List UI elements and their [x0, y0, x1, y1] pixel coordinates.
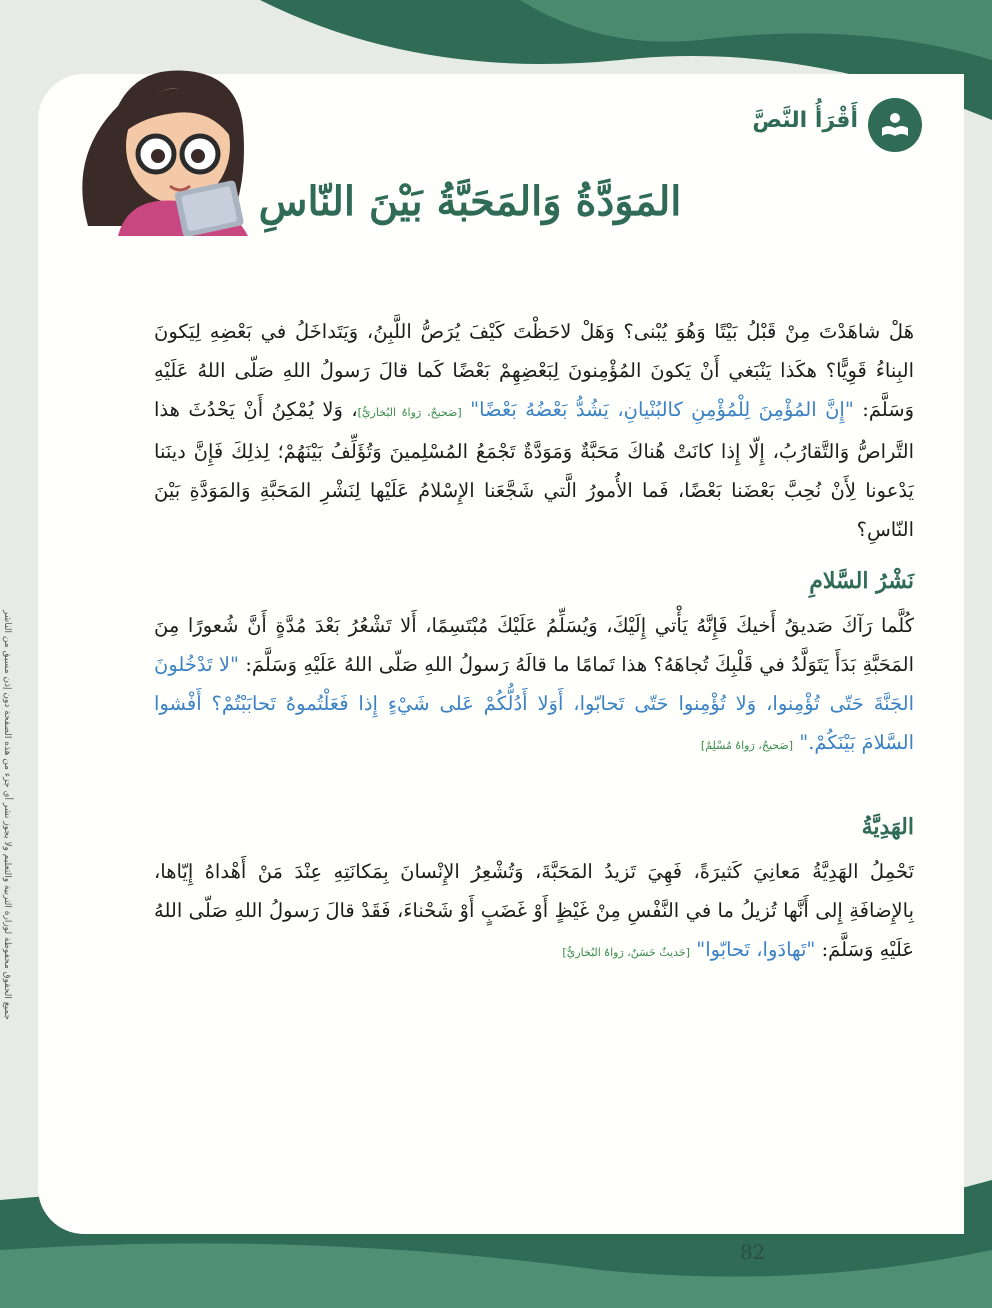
gift-hadith-citation: [حَديثٌ حَسَنٌ، رَواهُ البُخاريُّ] [562, 946, 691, 959]
intro-text-1: هَلْ شاهَدْتَ مِنْ قَبْلُ بَيْتًا وَهُوَ يُبْنى؟ وَهَلْ لاحَظْتَ كَيْفَ يُرَصُّ اللَّبِنُ، وَيَتَداخَلُ في بَعْضِهِ لِيَكونَ البِناءُ قَوِيًّا؟ هكَذا يَنْبَغي أَنْ يَكونَ المُؤْمِنونَ لِبَعْضِهِمْ بَعْضًا كَما قالَ رَسولُ اللهِ صَلّى اللهُ عَلَيْهِ وَسَلَّمَ: [154, 320, 915, 421]
gift-paragraph [154, 852, 914, 972]
intro-text-2: ، وَلا يُمْكِنُ أَنْ يَحْدُثَ هذا التَّراصُّ وَالتَّقارُبُ، إِلّا إِذا كانَتْ هُناكَ مَحَبَّةٌ وَمَوَدَّةٌ تَجْمَعُ المُسْلِمينَ وَتُؤَلِّفُ بَيْنَهُمْ؛ لِذلِكَ فَإِنَّ دينَنا يَدْعونا لِأَنْ نُحِبَّ بَعْضَنا بَعْضًا، فَما الأُمورُ الَّتي شَجَّعَنا الإِسْلامُ عَلَيْها لِنَشْرِ المَحَبَّةِ وَالمَوَدَّةِ بَيْنَ النّاسِ؟ [154, 398, 914, 541]
reading-book-icon [878, 108, 912, 142]
intro-paragraph [154, 312, 914, 549]
gift-text: تَحْمِلُ الهَدِيَّةُ مَعانِيَ كَثيرَةً، فَهِيَ تَزيدُ المَحَبَّةَ، وَتُشْعِرُ الإِنْسانَ بِمَكانَتِهِ عِنْدَ مَنْ أَهْداهُ إِيّاها، بِالإِضافَةِ إِلى أَنَّها تُزيلُ ما في النَّفْسِ مِنْ غَيْظٍ أَوْ غَضَبٍ أَوْ شَحْناءَ، فَقَدْ قالَ رَسولُ اللهِ صَلّى اللهُ عَلَيْهِ وَسَلَّمَ: [154, 860, 914, 961]
gift-hadith: "تَهادَوا، تَحابّوا" [696, 938, 816, 961]
salam-heading: نَشْرُ السَّلامِ [809, 568, 914, 594]
page-title: المَوَدَّةُ وَالمَحَبَّةُ بَيْنَ النّاسِ [258, 178, 682, 225]
section-badge [868, 98, 922, 152]
salam-hadith-citation: [صَحيحٌ، رَواهُ مُسْلِمٌ] [700, 739, 794, 752]
salam-hadith: "لا تَدْخُلونَ الجَنَّةَ حَتّى تُؤْمِنوا، وَلا تُؤْمِنوا حَتّى تَحابّوا، أَوَلا أَدُلُّكُمْ عَلى شَيْءٍ إِذا فَعَلْتُموهُ تَحابَبْتُمْ؟ أَفْشوا السَّلامَ بَيْنَكُمْ." [154, 653, 914, 754]
salam-text: كُلَّما رَآكَ صَديقُ أَخيكَ فَإِنَّهُ يَأْتي إِلَيْكَ، وَيُسَلِّمُ عَلَيْكَ مُبْتَسِمًا، أَلا تَشْعُرُ بَعْدَ مُدَّةٍ أَنَّ شُعورًا مِنَ المَحَبَّةِ بَدَأَ يَتَوَلَّدُ في قَلْبِكَ تُجاهَهُ؟ هذا تَمامًا ما قالَهُ رَسولُ اللهِ صَلّى اللهُ عَلَيْهِ وَسَلَّمَ: [154, 614, 914, 676]
intro-hadith-citation: [صَحيحٌ، رَواهُ البُخاريُّ] [357, 406, 462, 419]
section-label: أَقْرَأُ النَّصَّ [752, 108, 858, 133]
page-number: 82 [740, 1240, 766, 1264]
salam-paragraph [154, 606, 914, 765]
intro-hadith: "إِنَّ المُؤْمِنَ لِلْمُؤْمِنِ كالبُنْيانِ، يَشُدُّ بَعْضُهُ بَعْضًا" [470, 398, 854, 421]
copyright-note: جميع الحقوق محفوظة لوزارة التربية والتعليم ولا يجوز نشر أي جزء من هذه الصفحة دون إذن مسبق من الناشر [2, 609, 12, 1020]
gift-heading: الهَدِيَّةُ [861, 814, 914, 840]
